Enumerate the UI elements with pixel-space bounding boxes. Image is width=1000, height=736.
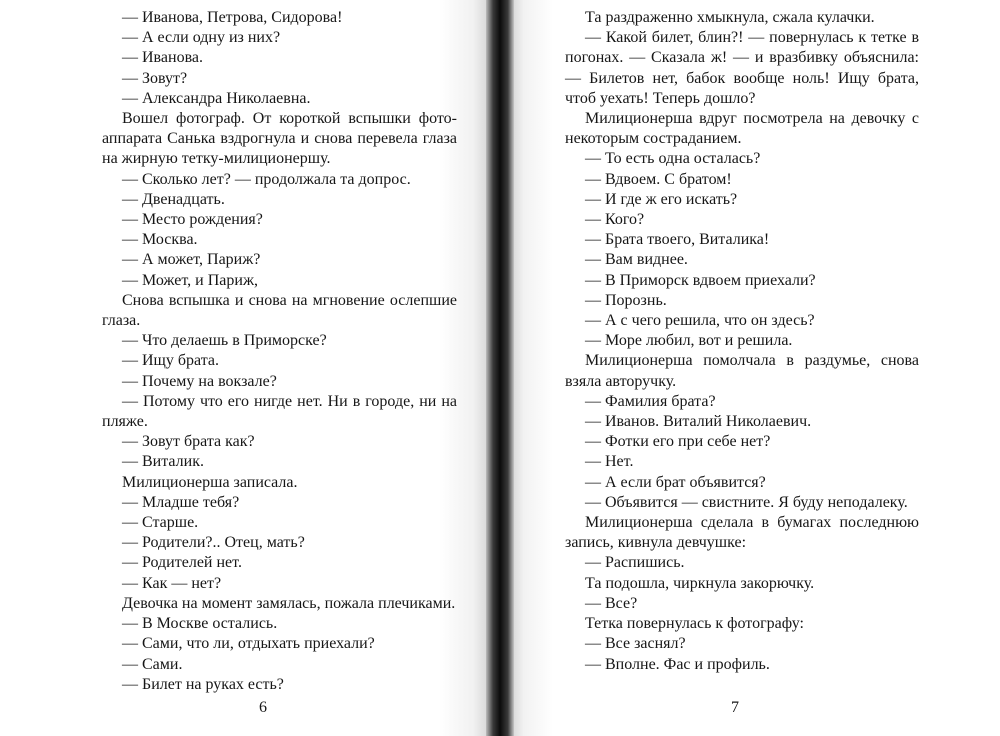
text-paragraph: Милиционерша записала. <box>122 473 298 491</box>
text-paragraph: — Фотки его при себе нет? <box>585 433 771 451</box>
text-paragraph: — Порознь. <box>585 291 667 309</box>
text-paragraph: — Распишись. <box>585 554 685 572</box>
text-paragraph: — То есть одна осталась? <box>585 150 761 168</box>
text-paragraph: — Брата твоего, Виталика! <box>585 231 770 249</box>
text-paragraph: — Родители?.. Отец, мать? <box>122 534 305 552</box>
text-paragraph: — Иванова, Петрова, Сидорова! <box>122 9 343 26</box>
text-paragraph: Тетка повернулась к фотографу: <box>585 615 804 633</box>
text-paragraph: — Нет. <box>585 453 634 471</box>
text-paragraph: — Как — нет? <box>122 574 222 592</box>
page-number: 7 <box>731 699 739 716</box>
text-paragraph: — Ищу брата. <box>122 352 219 370</box>
text-paragraph: — Вам виднее. <box>585 251 688 269</box>
text-paragraph: — Виталик. <box>122 453 204 471</box>
text-paragraph: — Зовут брата как? <box>122 433 255 451</box>
text-paragraph: Милиционерша вдруг посмотрела на девочку с некоторым состраданием. <box>565 110 919 148</box>
text-paragraph: — Все? <box>585 594 638 612</box>
text-paragraph: — Билет на руках есть? <box>122 675 284 693</box>
book-spine-gutter <box>486 0 514 736</box>
text-paragraph: — Сколько лет? — продолжала та допрос. <box>122 170 411 188</box>
text-paragraph: — Может, и Париж, <box>122 271 258 289</box>
text-paragraph: — Вдвоем. С братом! <box>585 170 732 188</box>
text-paragraph: — Родителей нет. <box>122 554 242 572</box>
text-paragraph: — Что делаешь в Приморске? <box>122 332 327 350</box>
page-text <box>565 8 919 675</box>
text-paragraph: — Море любил, вот и решила. <box>585 332 793 350</box>
text-paragraph: Девочка на момент замялась, пожала плечиками. <box>122 594 456 612</box>
text-paragraph: Та раздраженно хмыкнула, сжала кулачки. <box>585 9 875 26</box>
text-paragraph: — Москва. <box>122 231 198 249</box>
text-paragraph: — Двенадцать. <box>122 190 225 208</box>
text-paragraph: — Иванов. Виталий Николаевич. <box>585 413 812 431</box>
text-paragraph: Та подошла, чиркнула закорючку. <box>585 574 815 592</box>
text-paragraph: — А с чего решила, что он здесь? <box>585 312 815 330</box>
text-paragraph: Милиционерша помолчала в раздумье, снова взяла авторучку. <box>565 352 919 390</box>
text-paragraph: — А если брат объявится? <box>585 473 766 491</box>
text-paragraph: — Александра Николаевна. <box>122 89 311 107</box>
text-paragraph: — Почему на вокзале? <box>122 372 277 390</box>
text-paragraph: — Потому что его нигде нет. Ни в городе, ни на пляже. <box>102 392 457 431</box>
text-paragraph: — А если одну из них? <box>122 29 281 47</box>
page-text <box>102 8 457 695</box>
text-paragraph: — Сами. <box>122 655 183 673</box>
text-paragraph: — Все заснял? <box>585 635 686 653</box>
left-page <box>0 0 488 736</box>
text-paragraph: — Вполне. Фас и профиль. <box>585 655 770 673</box>
text-paragraph: — В Москве остались. <box>122 615 278 633</box>
text-paragraph: — Сами, что ли, отдыхать приехали? <box>122 635 375 653</box>
text-paragraph: Милиционерша сделала в бумагах последнюю запись, кивнула девчушке: <box>565 514 919 552</box>
text-paragraph: — Место рождения? <box>122 211 263 229</box>
text-paragraph: — Зовут? <box>122 69 188 87</box>
page-number: 6 <box>259 699 267 716</box>
text-paragraph: — В Приморск вдвоем приехали? <box>585 271 816 289</box>
text-paragraph: — Старше. <box>122 514 199 532</box>
text-paragraph: — Кого? <box>585 211 645 229</box>
text-paragraph: — А может, Париж? <box>122 251 261 269</box>
text-paragraph: Вошел фотограф. От короткой вспышки фотоаппарата Санька вздрогнула и снова перевела глаза на жирную тетку-милиционершу. <box>102 110 457 168</box>
text-paragraph: — Иванова. <box>122 49 204 67</box>
text-paragraph: — Фамилия брата? <box>585 392 716 410</box>
text-paragraph: — Какой билет, блин?! — повернулась к тетке в погонах. — Сказала ж! — и вразбивку объяснила: — Билетов нет, бабок вообще ноль! Ищу брата, чтоб уехать! Теперь дошло? <box>565 29 919 107</box>
text-paragraph: — И где ж его искать? <box>585 190 738 208</box>
text-paragraph: Снова вспышка и снова на мгновение ослепшие глаза. <box>102 291 457 330</box>
text-paragraph: — Младше тебя? <box>122 493 240 511</box>
right-page <box>514 0 1000 736</box>
text-paragraph: — Объявится — свистните. Я буду неподалеку. <box>585 493 908 511</box>
